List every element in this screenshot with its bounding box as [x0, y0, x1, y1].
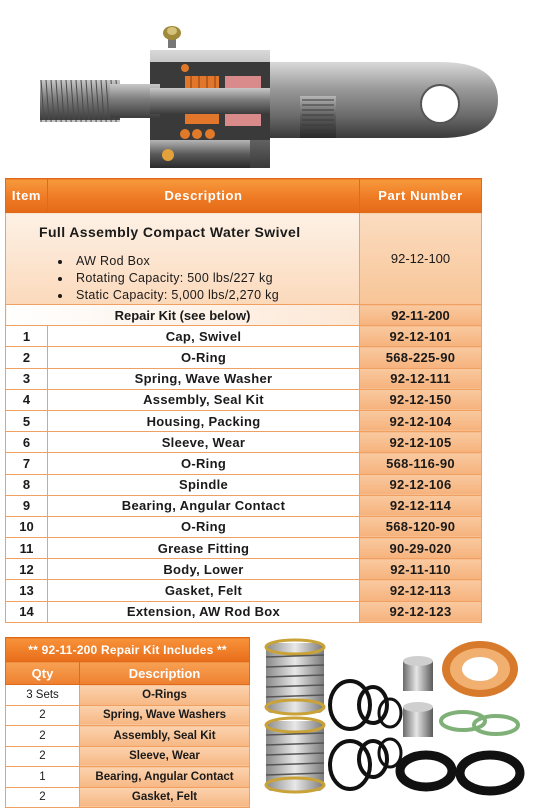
part-number: 568-120-90 — [360, 516, 482, 537]
full-assembly-specs — [6, 253, 359, 304]
part-item-number: 12 — [6, 559, 48, 580]
part-row — [6, 432, 482, 453]
part-number: 92-12-113 — [360, 580, 482, 601]
part-row — [6, 326, 482, 347]
part-row — [6, 495, 482, 516]
part-description: Bearing, Angular Contact — [48, 495, 360, 516]
part-description: Gasket, Felt — [48, 580, 360, 601]
part-description: Cap, Swivel — [48, 326, 360, 347]
part-description: Body, Lower — [48, 559, 360, 580]
part-row — [6, 474, 482, 495]
part-item-number: 3 — [6, 368, 48, 389]
part-number: 92-12-150 — [360, 389, 482, 410]
kit-description: O-Rings — [80, 685, 250, 706]
part-number: 568-225-90 — [360, 347, 482, 368]
part-description: Assembly, Seal Kit — [48, 389, 360, 410]
header-description: Description — [48, 179, 360, 213]
full-assembly-part-number: 92-12-100 — [360, 213, 482, 305]
kit-description: Gasket, Felt — [80, 787, 250, 808]
kit-qty: 1 — [6, 767, 80, 788]
kit-qty: 2 — [6, 746, 80, 767]
kit-row — [6, 767, 250, 788]
part-item-number: 13 — [6, 580, 48, 601]
part-description: Spindle — [48, 474, 360, 495]
part-item-number: 2 — [6, 347, 48, 368]
part-number: 92-12-104 — [360, 410, 482, 431]
kit-qty: 2 — [6, 705, 80, 726]
part-item-number: 8 — [6, 474, 48, 495]
swivel-cutaway-illustration — [0, 0, 535, 180]
part-description: Extension, AW Rod Box — [48, 601, 360, 622]
part-number: 92-12-105 — [360, 432, 482, 453]
part-description: O-Ring — [48, 516, 360, 537]
grease-fitting-shape — [163, 26, 181, 48]
part-number: 92-12-123 — [360, 601, 482, 622]
kit-description: Spring, Wave Washers — [80, 705, 250, 726]
part-row — [6, 516, 482, 537]
part-row — [6, 559, 482, 580]
part-item-number: 14 — [6, 601, 48, 622]
part-description: O-Ring — [48, 347, 360, 368]
kit-qty: 3 Sets — [6, 685, 80, 706]
kit-row — [6, 746, 250, 767]
kit-qty: 2 — [6, 787, 80, 808]
repair-kit-table — [5, 637, 250, 808]
part-description: Housing, Packing — [48, 410, 360, 431]
parts-table-header — [6, 179, 482, 213]
part-item-number: 5 — [6, 410, 48, 431]
wear-sleeves-image — [403, 656, 433, 737]
seal-kit-image — [400, 755, 520, 791]
seal-packing-shape — [185, 76, 219, 88]
header-kit-description: Description — [80, 662, 250, 685]
repair-kit-description: Repair Kit (see below) — [6, 305, 360, 326]
kit-row — [6, 705, 250, 726]
repair-kit-header — [6, 662, 250, 685]
full-assembly-title: Full Assembly Compact Water Swivel — [39, 224, 301, 240]
part-item-number: 10 — [6, 516, 48, 537]
part-item-number: 1 — [6, 326, 48, 347]
spec-item: • Static Capacity: 5,000 lbs/2,270 kg — [72, 287, 359, 304]
part-number: 568-116-90 — [360, 453, 482, 474]
kit-row — [6, 726, 250, 747]
kit-row — [6, 685, 250, 706]
part-number: 92-12-106 — [360, 474, 482, 495]
part-row — [6, 368, 482, 389]
threaded-rod-shape — [40, 80, 120, 122]
part-description: Sleeve, Wear — [48, 432, 360, 453]
part-row — [6, 538, 482, 559]
kit-description: Sleeve, Wear — [80, 746, 250, 767]
repair-kit-part-number: 92-11-200 — [360, 305, 482, 326]
kit-qty: 2 — [6, 726, 80, 747]
header-item: Item — [6, 179, 48, 213]
header-part-number: Part Number — [360, 179, 482, 213]
part-item-number: 6 — [6, 432, 48, 453]
felt-gaskets-image — [441, 712, 518, 734]
part-number: 92-11-110 — [360, 559, 482, 580]
part-number: 92-12-101 — [360, 326, 482, 347]
part-item-number: 7 — [6, 453, 48, 474]
repair-kit-photo — [258, 633, 530, 805]
part-row — [6, 453, 482, 474]
spec-item: • Rotating Capacity: 500 lbs/227 kg — [72, 270, 359, 287]
wave-washer-springs-image — [266, 640, 324, 792]
full-assembly-row — [6, 213, 482, 305]
lug-eye-hole — [421, 85, 459, 123]
parts-list-table — [5, 178, 482, 623]
spec-item: • AW Rod Box — [72, 253, 359, 270]
angular-contact-bearing-image — [442, 641, 518, 697]
part-number: 92-12-114 — [360, 495, 482, 516]
repair-kit-row — [6, 305, 482, 326]
part-row — [6, 580, 482, 601]
part-item-number: 4 — [6, 389, 48, 410]
header-qty: Qty — [6, 662, 80, 685]
part-row — [6, 389, 482, 410]
part-description: Spring, Wave Washer — [48, 368, 360, 389]
repair-kit-title: ** 92-11-200 Repair Kit Includes ** — [6, 638, 250, 662]
part-row — [6, 347, 482, 368]
part-description: Grease Fitting — [48, 538, 360, 559]
part-item-number: 11 — [6, 538, 48, 559]
part-item-number: 9 — [6, 495, 48, 516]
part-row — [6, 601, 482, 622]
kit-description: Assembly, Seal Kit — [80, 726, 250, 747]
part-number: 92-12-111 — [360, 368, 482, 389]
kit-description: Bearing, Angular Contact — [80, 767, 250, 788]
o-rings-image — [330, 681, 401, 789]
kit-row — [6, 787, 250, 808]
part-row — [6, 410, 482, 431]
full-assembly-description — [6, 213, 360, 305]
part-description: O-Ring — [48, 453, 360, 474]
part-number: 90-29-020 — [360, 538, 482, 559]
